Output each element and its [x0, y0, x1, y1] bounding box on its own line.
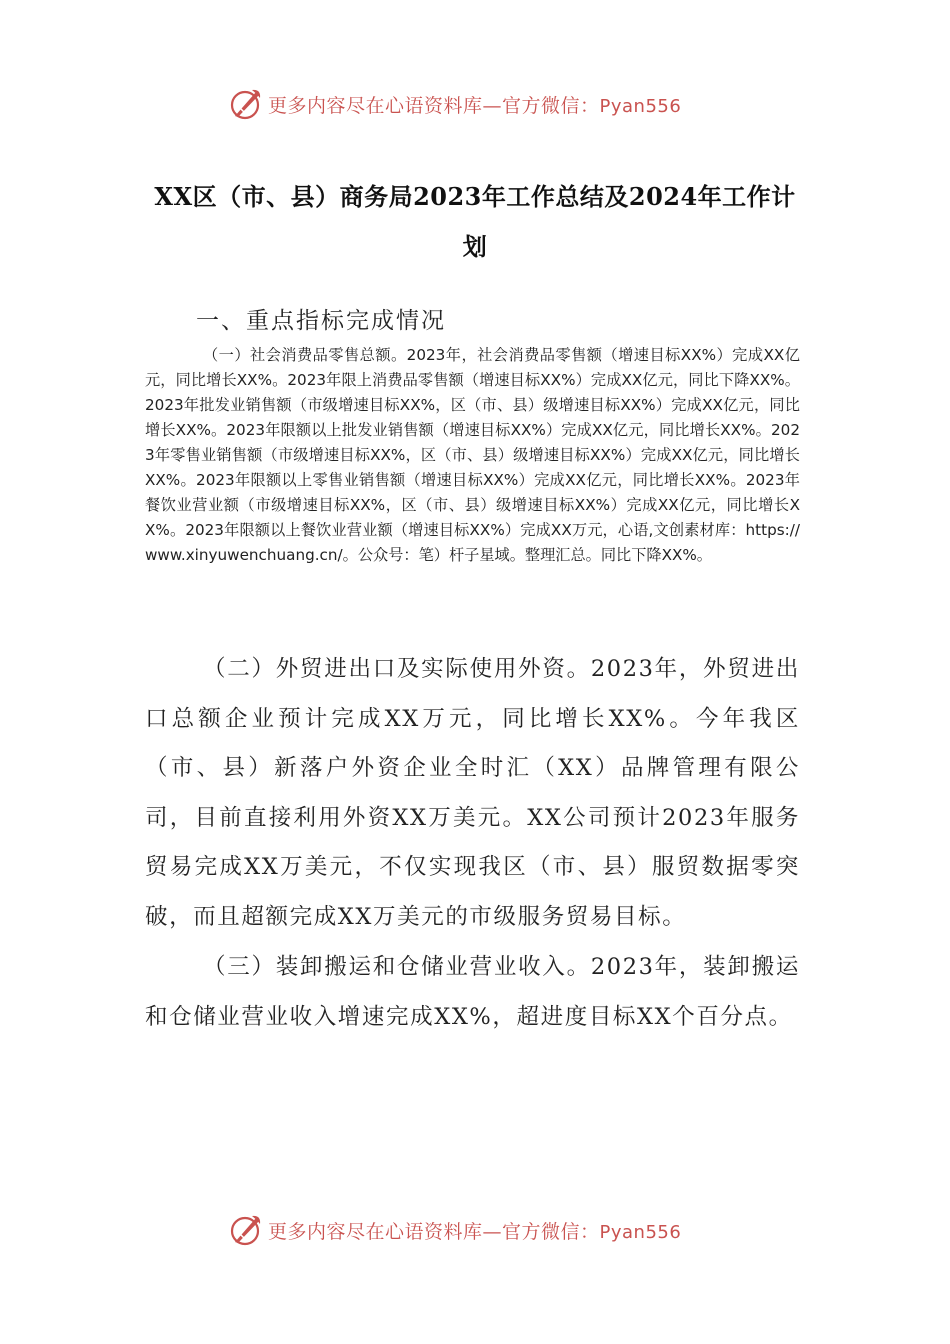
quill-logo-icon	[228, 1212, 264, 1248]
watermark-banner-bottom	[228, 1210, 728, 1250]
paragraph-retail-sales: （一）社会消费品零售总额。2023年，社会消费品零售额（增速目标XX%）完成XX亿元，同比增长XX%。2023年限上消费品零售额（增速目标XX%）完成XX亿元，同比下降XX%。2023年批发业销售额（市级增速目标XX%，区（市、县）级增速目标XX%）完成XX亿元，同比增长XX%。2023年限额以上批发业销售额（增速目标XX%）完成XX亿元，同比增长XX%。2023年零售业销售额（市级增速目标XX%，区（市、县）级增速目标XX%）完成XX亿元，同比增长XX%。2023年限额以上零售业销售额（增速目标XX%）完成XX亿元，同比增长XX%。2023年餐饮业营业额（市级增速目标XX%，区（市、县）级增速目标XX%）完成XX亿元，同比增长XX%。2023年限额以上餐饮业营业额（增速目标XX%）完成XX万元，心语,文创素材库：https://www.xinyuwenchuang.cn/。公众号：笔）杆子星域。整理汇总。同比下降XX%。	[145, 346, 800, 564]
section-heading: 一、重点指标完成情况	[196, 308, 446, 334]
watermark-text: 更多内容尽在心语资料库—官方微信：Pyan556	[268, 1220, 682, 1243]
watermark-banner-top	[228, 84, 728, 124]
quill-logo-icon	[228, 86, 264, 122]
document-title: XX区（市、县）商务局2023年工作总结及2024年工作计划	[154, 182, 796, 261]
watermark-text: 更多内容尽在心语资料库—官方微信：Pyan556	[268, 94, 682, 117]
paragraph-foreign-trade: （二）外贸进出口及实际使用外资。2023年，外贸进出口总额企业预计完成XX万元，同比增长XX%。今年我区（市、县）新落户外资企业全时汇（XX）品牌管理有限公司，目前直接利用外资XX万美元。XX公司预计2023年服务贸易完成XX万美元，不仅实现我区（市、县）服贸数据零突破，而且超额完成XX万美元的市级服务贸易目标。	[145, 656, 800, 930]
paragraph-logistics: （三）装卸搬运和仓储业营业收入。2023年，装卸搬运和仓储业营业收入增速完成XX%，超进度目标XX个百分点。	[145, 954, 800, 1030]
